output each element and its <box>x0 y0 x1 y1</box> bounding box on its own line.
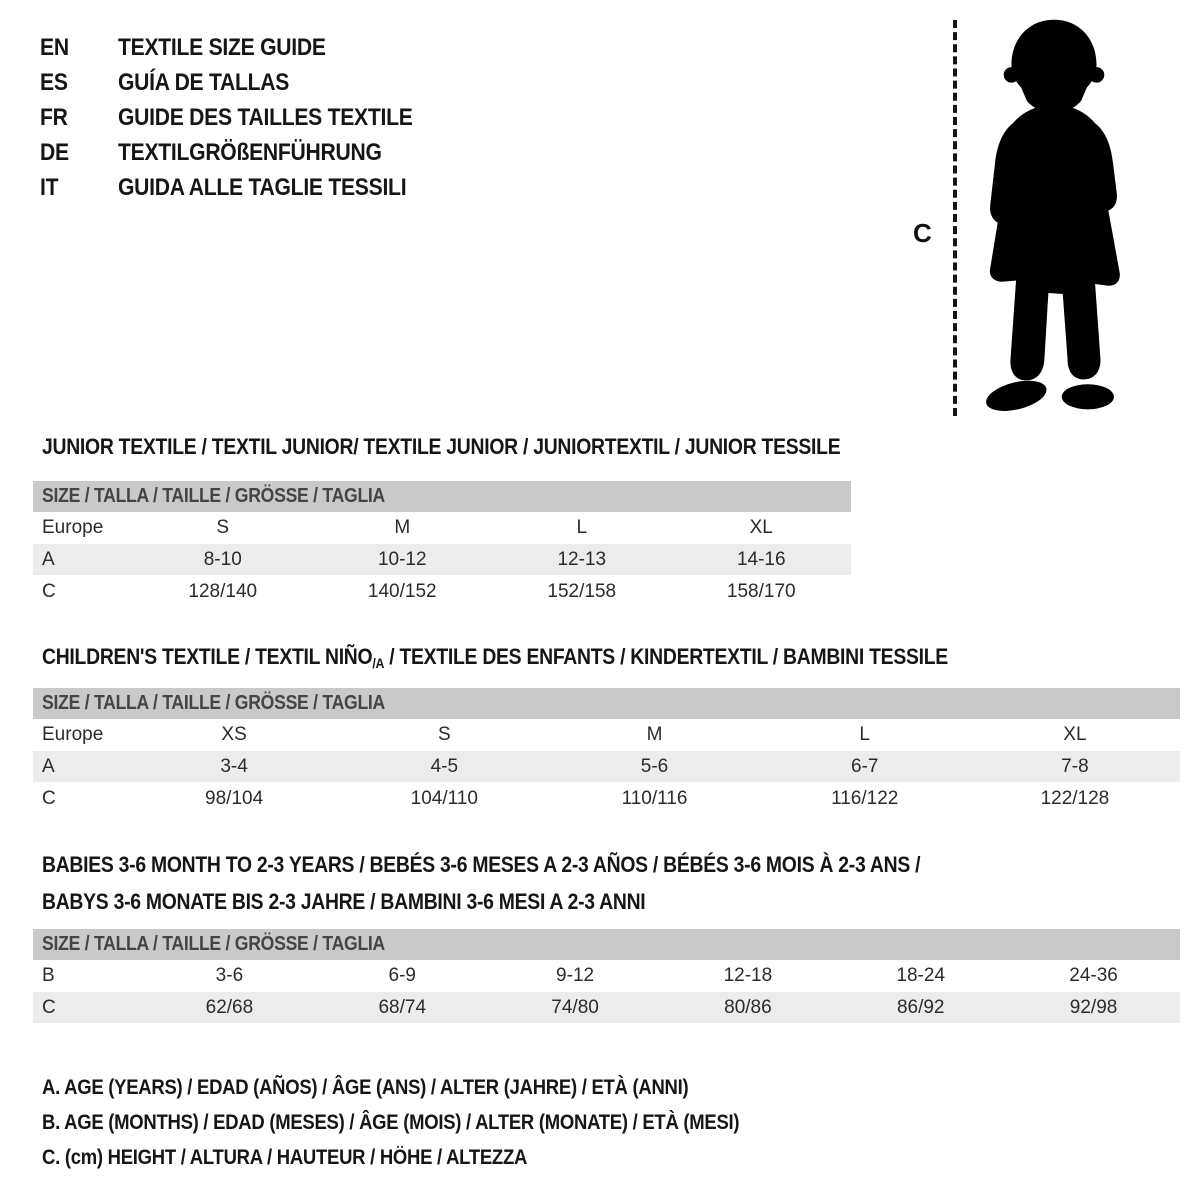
size-cell: L <box>576 516 588 538</box>
table-row-age <box>33 544 851 576</box>
age-cell: 3-4 <box>220 755 248 777</box>
language-row-fr <box>40 100 453 135</box>
language-row-en <box>40 30 453 65</box>
size-table-header: SIZE / TALLA / TAILLE / GRÖSSE / TAGLIA <box>33 481 851 512</box>
size-cell: L <box>859 723 870 745</box>
height-cell: 68/74 <box>378 996 427 1018</box>
age-cell: 24-36 <box>1069 964 1118 986</box>
age-cell: 8-10 <box>203 548 242 570</box>
language-row-de <box>40 135 453 170</box>
guide-title-es: GUÍA DE TALLAS <box>118 68 290 96</box>
row-label: Europe <box>42 723 104 745</box>
size-cell: M <box>394 516 411 538</box>
age-cell: 18-24 <box>896 964 946 986</box>
language-code: EN <box>40 33 69 61</box>
age-cell: 5-6 <box>640 755 669 777</box>
height-cell: 140/152 <box>367 580 437 602</box>
table-row-europe <box>33 512 851 544</box>
height-cell: 80/86 <box>724 996 772 1018</box>
age-cell: 6-9 <box>388 964 416 986</box>
babies-section-heading: BABIES 3-6 MONTH TO 2-3 YEARS / BEBÉS 3-6 MESES A 2-3 AÑOS / BÉBÉS 3-6 MOIS À 2-3 ANS / BABYS 3-6 MONATE BIS 2-3 JAHRE / BAMBINI 3-6 MESI A 2-3 ANNI <box>42 852 921 914</box>
height-cell: 104/110 <box>410 787 478 809</box>
row-label: A <box>42 755 55 777</box>
age-cell: 12-13 <box>557 548 607 570</box>
size-cell: XL <box>1063 723 1087 745</box>
language-code: ES <box>40 68 68 96</box>
size-cell: S <box>216 516 230 538</box>
toddler-silhouette-icon <box>969 14 1139 420</box>
table-row-height <box>33 783 1180 815</box>
junior-size-table <box>33 481 851 608</box>
size-table-header: SIZE / TALLA / TAILLE / GRÖSSE / TAGLIA <box>33 688 1180 719</box>
age-cell: 4-5 <box>430 755 459 777</box>
size-cell: M <box>646 723 663 745</box>
language-row-it <box>40 170 453 205</box>
height-cell: 86/92 <box>896 996 945 1018</box>
row-label: C <box>42 787 56 809</box>
language-code: IT <box>40 173 59 201</box>
row-label: B <box>42 964 55 986</box>
table-row-age <box>33 751 1180 783</box>
height-dashed-line <box>953 20 957 416</box>
table-row-height <box>33 576 851 608</box>
language-code: DE <box>40 138 69 166</box>
language-title-list <box>40 30 453 205</box>
height-measure-figure <box>905 12 1155 424</box>
language-row-es <box>40 65 453 100</box>
age-cell: 9-12 <box>556 964 595 986</box>
age-cell: 14-16 <box>736 548 786 570</box>
row-label: A <box>42 548 55 570</box>
row-label: Europe <box>42 516 104 538</box>
age-cell: 12-18 <box>723 964 773 986</box>
table-row-europe <box>33 719 1180 751</box>
age-cell: 7-8 <box>1061 755 1089 777</box>
children-size-table <box>33 688 1180 815</box>
row-label: C <box>42 996 56 1018</box>
legend <box>42 1070 834 1175</box>
size-table-header: SIZE / TALLA / TAILLE / GRÖSSE / TAGLIA <box>33 929 1180 960</box>
size-cell: XS <box>221 723 247 745</box>
age-cell: 6-7 <box>850 755 879 777</box>
junior-section-heading: JUNIOR TEXTILE / TEXTIL JUNIOR/ TEXTILE JUNIOR / JUNIORTEXTIL / JUNIOR TESSILE <box>42 434 841 459</box>
height-cell: 98/104 <box>205 787 264 809</box>
measure-label-c: C <box>913 218 932 248</box>
size-cell: S <box>437 723 451 745</box>
legend-line-b: B. AGE (MONTHS) / EDAD (MESES) / ÂGE (MOIS) / ALTER (MONATE) / ETÀ (MESI) <box>42 1110 740 1134</box>
guide-title-fr: GUIDE DES TAILLES TEXTILE <box>118 103 413 131</box>
legend-line-a: A. AGE (YEARS) / EDAD (AÑOS) / ÂGE (ANS) / ALTER (JAHRE) / ETÀ (ANNI) <box>42 1075 689 1099</box>
height-cell: 110/116 <box>621 787 688 809</box>
legend-line-c: C. (cm) HEIGHT / ALTURA / HAUTEUR / HÖHE / ALTEZZA <box>42 1145 528 1169</box>
guide-title-en: TEXTILE SIZE GUIDE <box>118 33 326 61</box>
babies-size-table <box>33 929 1180 1024</box>
age-cell: 3-6 <box>215 964 244 986</box>
height-cell: 122/128 <box>1040 787 1110 809</box>
height-cell: 152/158 <box>547 580 617 602</box>
height-cell: 128/140 <box>188 580 258 602</box>
height-cell: 62/68 <box>205 996 254 1018</box>
height-cell: 92/98 <box>1069 996 1118 1018</box>
table-row-height <box>33 992 1180 1024</box>
row-label: C <box>42 580 56 602</box>
nino-a-subscript: /A <box>372 655 385 671</box>
children-section-heading: CHILDREN'S TEXTILE / TEXTIL NIÑO/A / TEXTILE DES ENFANTS / KINDERTEXTIL / BAMBINI TESSILE <box>42 644 948 671</box>
height-cell: 74/80 <box>551 996 599 1018</box>
size-cell: XL <box>749 516 773 538</box>
table-row-age-months <box>33 960 1180 992</box>
guide-title-de: TEXTILGRÖßENFÜHRUNG <box>118 138 382 166</box>
guide-title-it: GUIDA ALLE TAGLIE TESSILI <box>118 173 407 201</box>
height-cell: 116/122 <box>831 787 899 809</box>
height-cell: 158/170 <box>726 580 796 602</box>
language-code: FR <box>40 103 68 131</box>
age-cell: 10-12 <box>377 548 427 570</box>
